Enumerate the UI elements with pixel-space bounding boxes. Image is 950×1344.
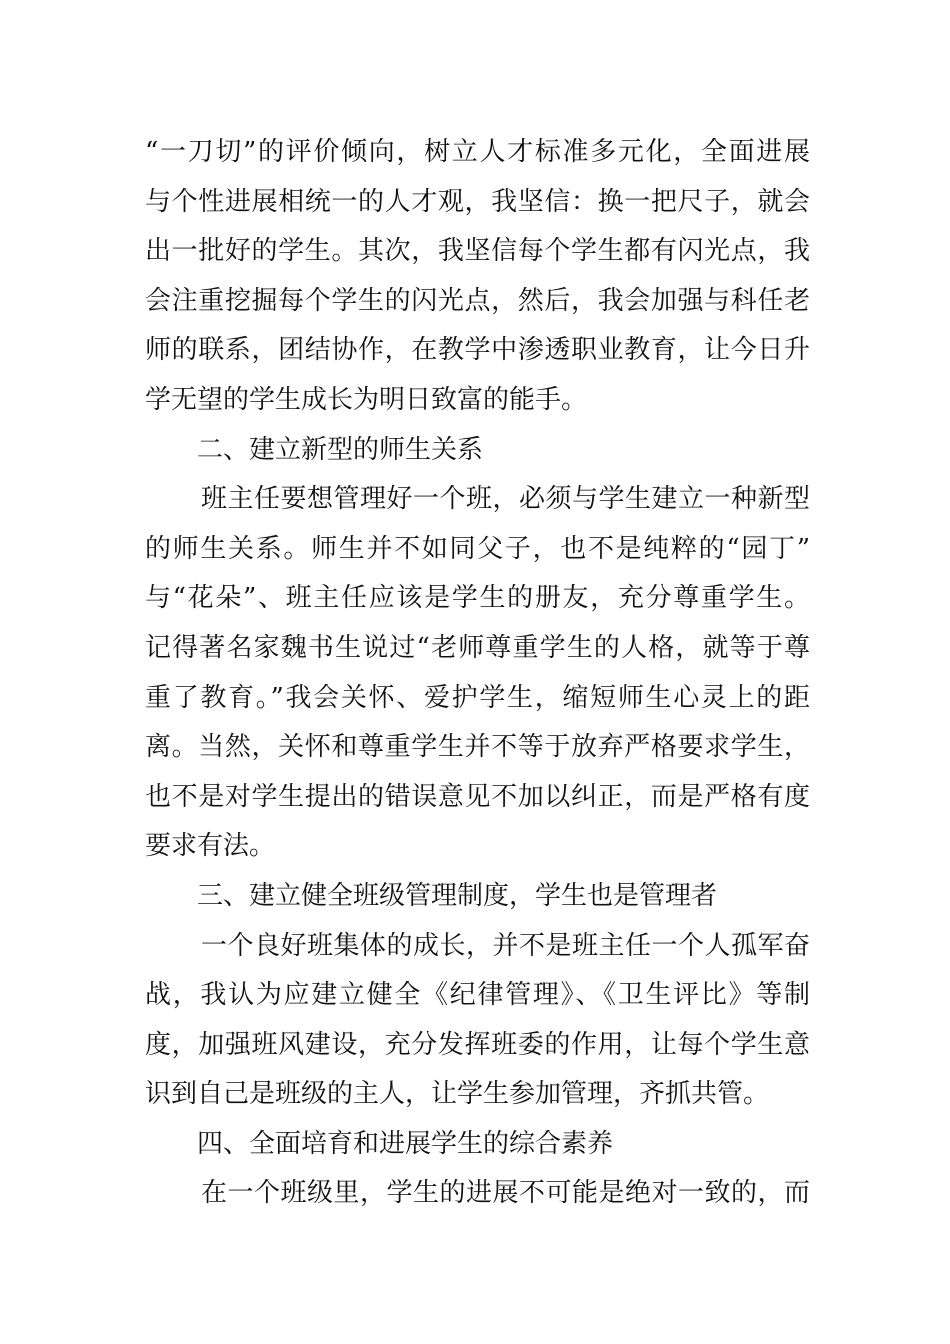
text-line: 度，加强班风建设，充分发挥班委的作用，让每个学生意: [145, 1029, 810, 1060]
text-line: 与个性进展相统一的人才观，我坚信：换一把尺子，就会: [145, 186, 810, 217]
section-heading: 二、建立新型的师生关系: [197, 434, 484, 465]
text-line: 师的联系，团结协作，在教学中渗透职业教育，让今日升: [145, 335, 810, 366]
text-line: 在一个班级里，学生的进展不可能是绝对一致的，而: [201, 1178, 810, 1209]
text-line: “一刀切”的评价倾向，树立人才标准多元化，全面进展: [145, 137, 810, 167]
text-line: 一个良好班集体的成长，并不是班主任一个人孤军奋: [201, 930, 810, 961]
text-line: 战，我认为应建立健全《纪律管理》、《卫生评比》等制: [145, 980, 810, 1011]
body-text: [145, 128, 810, 1219]
text-line: 离。当然，关怀和尊重学生并不等于放弃严格要求学生，: [145, 732, 810, 763]
text-line: 记得著名家魏书生说过“老师尊重学生的人格，就等于尊: [145, 632, 810, 663]
text-line: 识到自己是班级的主人，让学生参加管理，齐抓共管。: [145, 1079, 770, 1110]
section-heading: 三、建立健全班级管理制度，学生也是管理者: [197, 880, 718, 911]
text-line: 要求有法。: [145, 831, 276, 862]
text-line: 的师生关系。师生并不如同父子，也不是纯粹的“园丁”: [145, 533, 810, 564]
text-line: 学无望的学生成长为明日致富的能手。: [145, 384, 588, 415]
text-line: 重了教育。”我会关怀、爱护学生，缩短师生心灵上的距: [145, 682, 810, 713]
text-line: 也不是对学生提出的错误意见不加以纠正，而是严格有度: [145, 781, 810, 812]
text-line: 会注重挖掘每个学生的闪光点，然后，我会加强与科任老: [145, 285, 810, 316]
text-line: 出一批好的学生。其次，我坚信每个学生都有闪光点，我: [145, 236, 810, 267]
text-line: 与“花朵”、班主任应该是学生的册友，充分尊重学生。: [145, 583, 810, 614]
text-line: 班主任要想管理好一个班，必须与学生建立一种新型: [201, 484, 810, 515]
section-heading: 四、全面培育和进展学生的综合素养: [197, 1128, 614, 1159]
